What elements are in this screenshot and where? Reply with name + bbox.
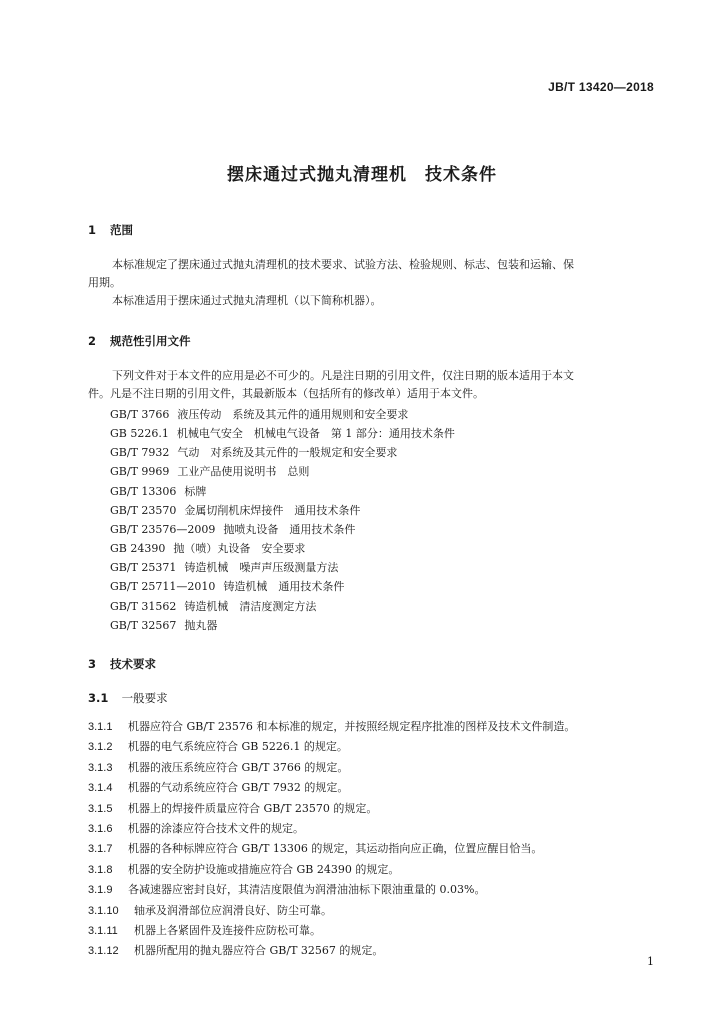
reference-title: 抛丸器 (184, 618, 218, 632)
clause-number: 3.1.10 (88, 904, 119, 917)
reference-code: GB 24390 (110, 542, 166, 556)
clause-item (88, 921, 668, 941)
reference-code: GB/T 7932 (110, 446, 170, 460)
clause-text: 机器上的焊接件质量应符合 GB/T 23570 的规定。 (128, 801, 378, 815)
reference-item (110, 520, 455, 539)
clause-text: 各减速器应密封良好，其清洁度限值为润滑油油标下限油重量的 0.03%。 (128, 883, 486, 897)
clause-text: 机器的各种标牌应符合 GB/T 13306 的规定，其运动指向应正确，位置应醒目恰当。 (128, 842, 543, 856)
section-1-body (88, 256, 660, 310)
reference-code: GB/T 25371 (110, 561, 177, 575)
section-2-heading (88, 333, 191, 349)
reference-item (110, 539, 455, 558)
clause-text: 机器应符合 GB/T 23576 和本标准的规定，并按照经规定程序批准的图样及技术文件制造。 (128, 720, 576, 733)
reference-code: GB/T 3766 (110, 408, 170, 421)
reference-code: GB/T 9969 (110, 465, 170, 479)
section-1-number: 1 (88, 223, 97, 237)
references-intro-line-1: 下列文件对于本文件的应用是必不可少的。凡是注日期的引用文件，仅注日期的版本适用于本文 (112, 369, 574, 382)
section-2-title: 规范性引用文件 (110, 334, 191, 348)
clause-item (88, 941, 668, 961)
reference-title: 铸造机械 通用技术条件 (223, 580, 345, 594)
clause-number: 3.1.8 (88, 863, 113, 876)
scope-para-2: 本标准适用于摆床通过式抛丸清理机（以下简称机器）。 (112, 294, 382, 307)
clause-text: 轴承及润滑部位应润滑良好、防尘可靠。 (134, 903, 332, 917)
clause-text: 机器的气动系统应符合 GB/T 7932 的规定。 (128, 781, 349, 795)
reference-code: GB/T 32567 (110, 618, 177, 632)
section-3-heading (88, 656, 156, 672)
clause-number: 3.1.2 (88, 741, 113, 754)
clause-number: 3.1.11 (88, 925, 118, 938)
reference-code: GB/T 13306 (110, 484, 177, 498)
scope-para-1-line-1: 本标准规定了摆床通过式抛丸清理机的技术要求、试验方法、检验规则、标志、包装和运输、保 (112, 258, 574, 271)
section-1-heading (88, 222, 133, 238)
reference-item (110, 558, 455, 577)
reference-item (110, 443, 455, 462)
section-1-title: 范围 (110, 223, 134, 237)
clause-item (88, 901, 668, 921)
clause-text: 机器的液压系统应符合 GB/T 3766 的规定。 (128, 760, 349, 774)
reference-code: GB 5226.1 (110, 427, 169, 441)
clause-number: 3.1.5 (88, 802, 113, 815)
reference-title: 铸造机械 噪声声压级测量方法 (184, 561, 339, 575)
clause-item (88, 860, 668, 880)
reference-title: 气动 对系统及其元件的一般规定和安全要求 (177, 446, 398, 460)
section-3-1-heading (88, 690, 168, 706)
subsection-title: 一般要求 (121, 691, 168, 705)
reference-item (110, 424, 455, 443)
clause-text: 机器的安全防护设施或措施应符合 GB 24390 的规定。 (128, 862, 400, 876)
reference-title: 机械电气安全 机械电气设备 第 1 部分：通用技术条件 (176, 427, 455, 441)
standard-number: JB/T 13420—2018 (548, 80, 654, 94)
reference-title: 抛（喷）丸设备 安全要求 (173, 542, 306, 556)
reference-title: 液压传动 系统及其元件的通用规则和安全要求 (177, 408, 409, 421)
reference-code: GB/T 25711—2010 (110, 580, 216, 594)
section-3-title: 技术要求 (110, 657, 157, 671)
clause-number: 3.1.6 (88, 823, 113, 836)
section-2-number: 2 (88, 334, 97, 348)
reference-code: GB/T 23570 (110, 503, 177, 517)
clause-number: 3.1.7 (88, 843, 113, 856)
clause-text: 机器的电气系统应符合 GB 5226.1 的规定。 (128, 740, 348, 754)
reference-item (110, 616, 455, 635)
reference-item (110, 482, 455, 501)
clause-number: 3.1.3 (88, 761, 113, 774)
clause-item (88, 717, 668, 737)
reference-title: 抛喷丸设备 通用技术条件 (223, 522, 356, 536)
document-title: 摆床通过式抛丸清理机 技术条件 (227, 165, 497, 185)
page-number: 1 (647, 955, 654, 968)
reference-title: 铸造机械 清洁度测定方法 (184, 599, 317, 613)
clause-item (88, 799, 668, 819)
reference-code: GB/T 23576—2009 (110, 522, 216, 536)
normative-references-list (110, 405, 455, 635)
clause-text: 机器所配用的抛丸器应符合 GB/T 32567 的规定。 (134, 944, 384, 958)
section-3-number: 3 (88, 657, 97, 671)
subsection-number: 3.1 (88, 691, 109, 705)
scope-para-1-line-2: 用期。 (88, 276, 121, 289)
clause-item (88, 880, 668, 900)
clause-item (88, 778, 668, 798)
clause-item (88, 819, 668, 839)
reference-title: 标牌 (184, 484, 207, 498)
clause-number: 3.1.4 (88, 782, 113, 795)
clause-number: 3.1.12 (88, 945, 119, 958)
reference-item (110, 577, 455, 596)
references-intro-line-2: 件。凡是不注日期的引用文件，其最新版本（包括所有的修改单）适用于本文件。 (88, 387, 484, 400)
general-requirements-list (88, 717, 668, 962)
clause-item (88, 758, 668, 778)
section-2-intro (88, 367, 660, 403)
clause-text: 机器的涂漆应符合技术文件的规定。 (128, 822, 304, 836)
clause-text: 机器上各紧固件及连接件应防松可靠。 (134, 924, 321, 938)
reference-code: GB/T 31562 (110, 599, 177, 613)
clause-number: 3.1.1 (88, 721, 113, 733)
reference-item (110, 597, 455, 616)
clause-number: 3.1.9 (88, 884, 113, 897)
reference-item (110, 501, 455, 520)
reference-item (110, 405, 455, 424)
reference-title: 金属切削机床焊接件 通用技术条件 (184, 503, 361, 517)
reference-title: 工业产品使用说明书 总则 (177, 465, 310, 479)
clause-item (88, 737, 668, 757)
clause-item (88, 839, 668, 859)
reference-item (110, 462, 455, 481)
